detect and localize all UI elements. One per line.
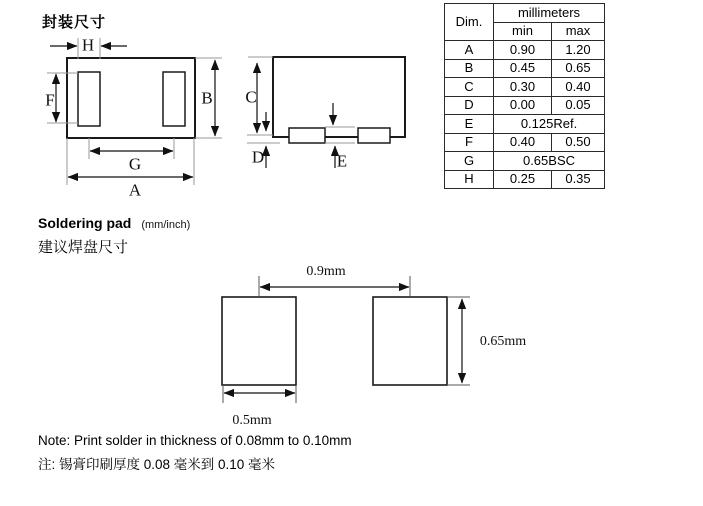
terminal-pad-right — [358, 128, 390, 143]
package-top-view-diagram — [30, 32, 230, 202]
terminal-pad-right — [163, 72, 185, 126]
max-cell: 0.65 — [552, 59, 605, 78]
solder-pad-left — [222, 297, 296, 385]
table-row — [445, 78, 605, 97]
dim-label-E: E — [336, 151, 348, 171]
min-header: min — [494, 22, 552, 41]
dim-label-B: B — [201, 88, 213, 108]
min-cell: 0.45 — [494, 59, 552, 78]
value-cell: 0.65BSC — [494, 152, 605, 171]
dim-cell: E — [445, 115, 494, 134]
pitch-dim-label: 0.9mm — [306, 264, 346, 279]
note-en: Note: Print solder in thickness of 0.08mm to 0.10mm — [38, 433, 352, 448]
terminal-pad-left — [289, 128, 325, 143]
max-header: max — [552, 22, 605, 41]
min-cell: 0.30 — [494, 78, 552, 97]
dim-cell: G — [445, 152, 494, 171]
max-cell: 0.35 — [552, 170, 605, 189]
max-cell: 0.40 — [552, 78, 605, 97]
dim-cell: D — [445, 96, 494, 115]
table-row — [445, 41, 605, 60]
note-cn: 注: 锡膏印刷厚度 0.08 毫米到 0.10 毫米 — [38, 457, 276, 472]
table-row — [445, 96, 605, 115]
max-cell: 0.05 — [552, 96, 605, 115]
terminal-pad-left — [78, 72, 100, 126]
table-row — [445, 152, 605, 171]
soldering-pad-unit: (mm/inch) — [141, 219, 191, 231]
max-cell: 1.20 — [552, 41, 605, 60]
dim-cell: C — [445, 78, 494, 97]
min-cell: 0.90 — [494, 41, 552, 60]
package-side-view-diagram — [240, 50, 415, 175]
dim-label-A: A — [128, 180, 142, 200]
table-header-row — [445, 4, 605, 23]
soldering-pad-title-cn: 建议焊盘尺寸 — [38, 239, 129, 256]
dim-label-C: C — [245, 87, 257, 107]
value-cell: 0.125Ref. — [494, 115, 605, 134]
dim-cell: B — [445, 59, 494, 78]
max-cell: 0.50 — [552, 133, 605, 152]
table-row — [445, 59, 605, 78]
dim-label-D: D — [251, 147, 265, 167]
dim-label-G: G — [128, 154, 142, 174]
dim-cell: F — [445, 133, 494, 152]
table-row — [445, 170, 605, 189]
unit-header: millimeters — [494, 4, 605, 23]
width-dim-label: 0.5mm — [232, 413, 272, 428]
min-cell: 0.00 — [494, 96, 552, 115]
dim-cell: A — [445, 41, 494, 60]
dim-label-F: F — [45, 90, 55, 110]
min-cell: 0.40 — [494, 133, 552, 152]
dimensions-table — [444, 3, 605, 189]
package-body-outline — [273, 57, 405, 137]
dim-header: Dim. — [445, 4, 494, 41]
page-title: 封装尺寸 — [42, 14, 107, 31]
solder-pad-right — [373, 297, 447, 385]
min-cell: 0.25 — [494, 170, 552, 189]
dim-label-H: H — [81, 35, 95, 55]
soldering-pad-title: Soldering pad — [38, 215, 132, 231]
height-dim-label: 0.65mm — [479, 334, 527, 349]
soldering-pad-heading — [38, 215, 190, 231]
dim-cell: H — [445, 170, 494, 189]
table-row — [445, 133, 605, 152]
table-row — [445, 115, 605, 134]
